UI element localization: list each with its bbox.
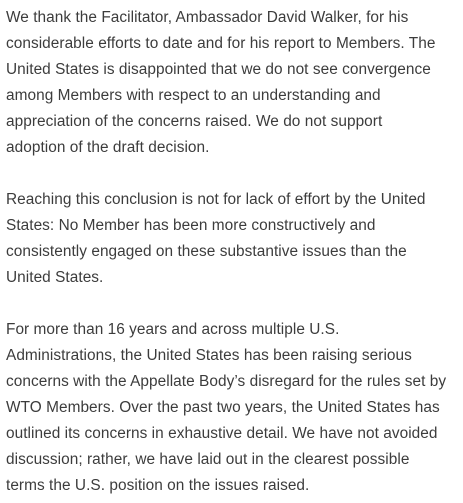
- text-line: consistently engaged on these substantive issues than the: [6, 243, 407, 260]
- text-line: among Members with respect to an understanding and: [6, 87, 381, 104]
- text-line: outlined its concerns in exhaustive detail. We have not avoided: [6, 425, 438, 442]
- text-line: Administrations, the United States has been raising serious: [6, 347, 412, 364]
- text-line: concerns with the Appellate Body’s disregard for the rules set by: [6, 373, 447, 390]
- text-line: considerable efforts to date and for his report to Members. The: [6, 35, 436, 52]
- text-line: adoption of the draft decision.: [6, 139, 210, 156]
- text-line: We thank the Facilitator, Ambassador David Walker, for his: [6, 9, 409, 26]
- text-line: States: No Member has been more constructively and: [6, 217, 376, 234]
- text-line: United States is disappointed that we do not see convergence: [6, 61, 431, 78]
- text-line: WTO Members. Over the past two years, the United States has: [6, 399, 440, 416]
- text-line: For more than 16 years and across multiple U.S.: [6, 321, 340, 338]
- text-line: discussion; rather, we have laid out in the clearest possible: [6, 451, 410, 468]
- text-line: United States.: [6, 269, 104, 286]
- text-line: terms the U.S. position on the issues raised.: [6, 477, 310, 494]
- text-line: Reaching this conclusion is not for lack of effort by the United: [6, 191, 426, 208]
- paragraph-3: [6, 317, 455, 499]
- text-line: appreciation of the concerns raised. We do not support: [6, 113, 383, 130]
- paragraph-1: [6, 5, 455, 161]
- paragraph-2: [6, 187, 455, 291]
